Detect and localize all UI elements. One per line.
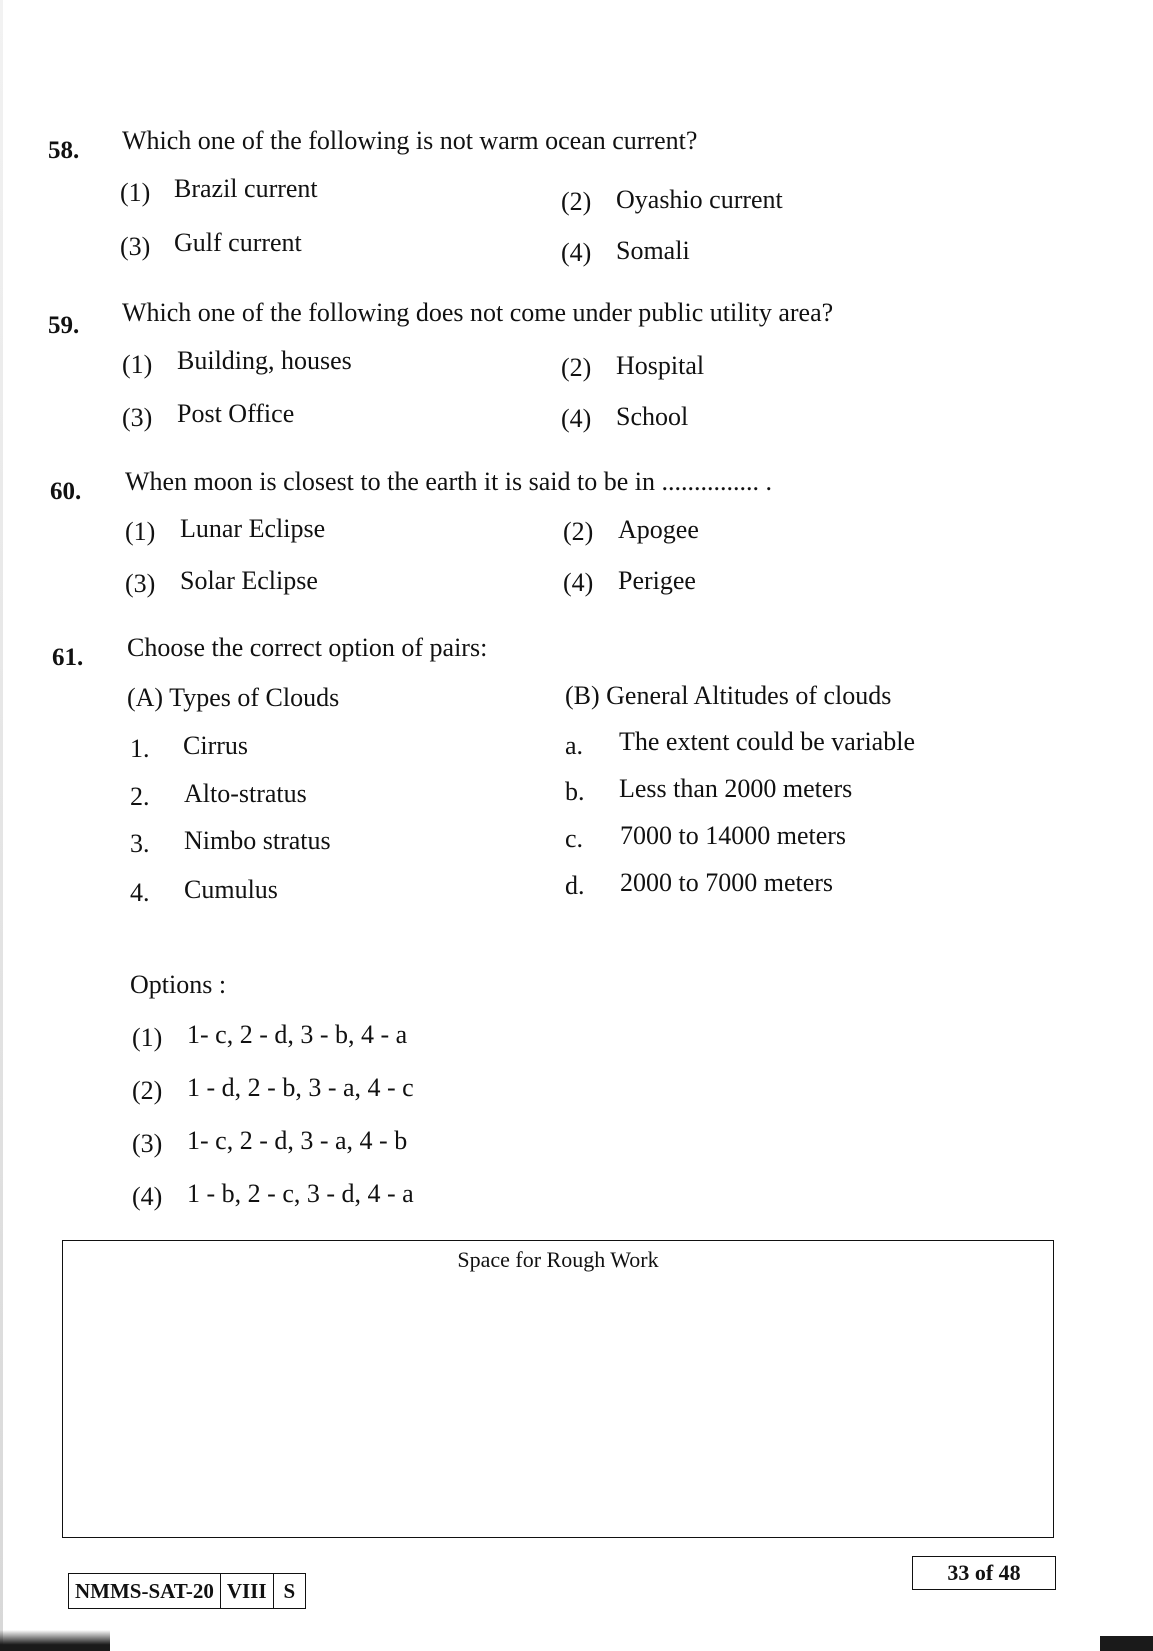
item-letter: a. xyxy=(565,731,584,760)
option-text: Lunar Eclipse xyxy=(180,514,326,543)
scan-edge-bottom-right xyxy=(1100,1636,1153,1651)
option-text: Solar Eclipse xyxy=(180,566,318,595)
exam-code: NMMS-SAT-20 xyxy=(69,1574,221,1608)
options-label: Options : xyxy=(130,970,227,999)
item-letter: b. xyxy=(565,777,585,806)
option-number: (2) xyxy=(561,353,592,382)
column-a-header: (A) Types of Clouds xyxy=(127,683,340,712)
option-text: 1- c, 2 - d, 3 - a, 4 - b xyxy=(187,1126,408,1155)
question-number: 60. xyxy=(50,478,82,505)
page-number: 33 of 48 xyxy=(912,1556,1056,1590)
exam-code-box xyxy=(68,1573,306,1609)
option-number: (3) xyxy=(125,569,156,598)
option-number: (3) xyxy=(132,1129,163,1158)
option-number: (4) xyxy=(132,1182,163,1211)
rough-work-label: Space for Rough Work xyxy=(457,1247,659,1272)
option-text: Brazil current xyxy=(174,174,318,203)
item-number: 4. xyxy=(130,878,150,907)
option-text: Somali xyxy=(616,236,690,265)
question-text: Which one of the following is not warm ocean current? xyxy=(122,126,698,155)
option-number: (4) xyxy=(563,568,594,597)
item-number: 2. xyxy=(130,782,150,811)
item-text: 2000 to 7000 meters xyxy=(620,868,834,897)
column-b-header: (B) General Altitudes of clouds xyxy=(565,681,892,710)
option-text: Hospital xyxy=(616,351,705,380)
set-code: S xyxy=(283,1578,296,1603)
question-text: Choose the correct option of pairs: xyxy=(127,633,488,662)
question-number: 58. xyxy=(48,137,80,164)
page-edge-shadow xyxy=(0,0,3,1651)
option-text: 1- c, 2 - d, 3 - b, 4 - a xyxy=(187,1020,408,1049)
item-text: Nimbo stratus xyxy=(184,826,331,855)
option-text: Perigee xyxy=(618,566,696,595)
option-text: 1 - b, 2 - c, 3 - d, 4 - a xyxy=(187,1179,414,1208)
option-text: Gulf current xyxy=(174,228,302,257)
option-number: (2) xyxy=(132,1076,163,1105)
item-text: The extent could be variable xyxy=(619,727,915,756)
option-text: Apogee xyxy=(618,515,699,544)
item-text: Cirrus xyxy=(183,731,248,760)
question-number: 59. xyxy=(48,312,80,339)
option-number: (3) xyxy=(122,403,153,432)
option-number: (4) xyxy=(561,238,592,267)
question-text: Which one of the following does not come under public utility area? xyxy=(122,298,834,327)
item-text: Alto-stratus xyxy=(184,779,307,808)
question-text: When moon is closest to the earth it is said to be in ............... . xyxy=(125,467,773,496)
option-text: Post Office xyxy=(177,399,295,428)
option-text: 1 - d, 2 - b, 3 - a, 4 - c xyxy=(187,1073,414,1102)
item-letter: d. xyxy=(565,871,585,900)
option-text: Oyashio current xyxy=(616,185,783,214)
option-text: Building, houses xyxy=(177,346,352,375)
option-number: (1) xyxy=(132,1023,163,1052)
item-letter: c. xyxy=(565,824,584,853)
rough-work-box xyxy=(62,1240,1054,1538)
option-number: (1) xyxy=(125,517,156,546)
option-number: (4) xyxy=(561,404,592,433)
option-number: (2) xyxy=(561,187,592,216)
option-number: (2) xyxy=(563,517,594,546)
scan-edge-bottom-left xyxy=(0,1630,110,1651)
item-text: 7000 to 14000 meters xyxy=(620,821,847,850)
class-code: VIII xyxy=(221,1574,274,1608)
item-text: Cumulus xyxy=(184,875,278,904)
option-text: School xyxy=(616,402,689,431)
question-number: 61. xyxy=(52,644,84,671)
option-number: (1) xyxy=(122,350,153,379)
option-number: (3) xyxy=(120,232,151,261)
item-number: 1. xyxy=(130,734,150,763)
option-number: (1) xyxy=(120,178,151,207)
item-text: Less than 2000 meters xyxy=(619,774,853,803)
item-number: 3. xyxy=(130,829,150,858)
